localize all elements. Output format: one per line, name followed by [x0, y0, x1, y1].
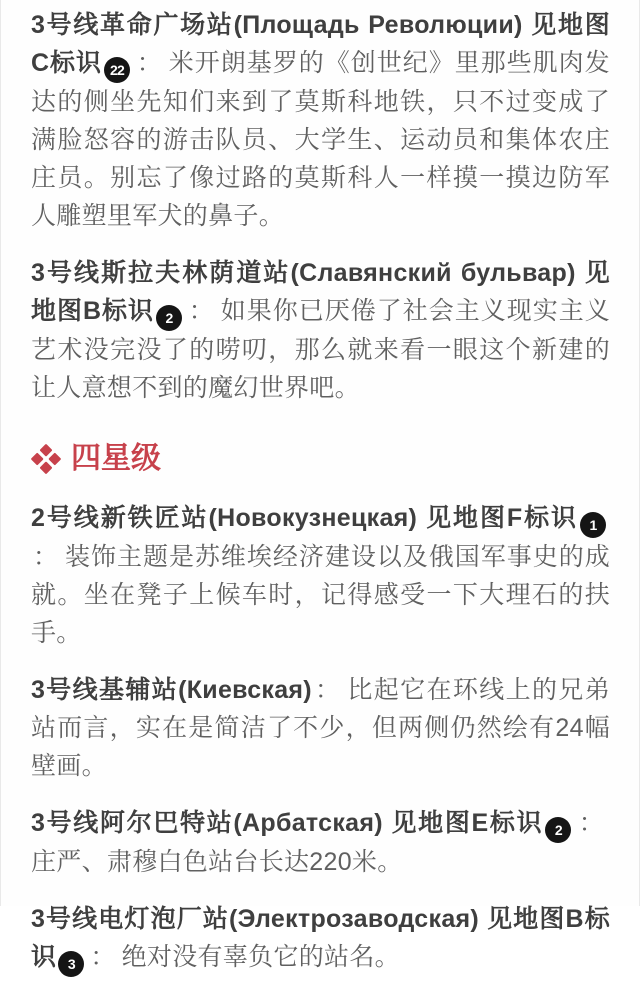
station-name: 3号线电灯泡厂站(Электрозаводская) 见地图B标识 [31, 905, 610, 971]
section-heading-four-star [31, 441, 610, 477]
station-description: 比起它在环线上的兄弟站而言，实在是简洁了不少，但两侧仍然绘有24幅壁画。 [31, 676, 610, 780]
station-paragraph [31, 671, 610, 785]
map-marker-number-badge: 2 [545, 817, 571, 843]
station-name: 2号线新铁匠站(Новокузнецкая) 见地图F标识 [31, 504, 578, 532]
station-description: 绝对没有辜负它的站名。 [121, 943, 400, 971]
map-marker-number-badge: 22 [104, 57, 130, 83]
map-marker-number-badge: 3 [58, 951, 84, 977]
colon-separator: ： [577, 809, 605, 837]
three-star-paragraphs-section [31, 6, 610, 407]
station-paragraph [31, 499, 610, 652]
station-paragraph [31, 900, 610, 977]
colon-separator: ： [188, 297, 215, 325]
station-description: 装饰主题是苏维埃经济建设以及俄国军事史的成就。坐在凳子上候车时，记得感受一下大理石的扶手。 [31, 543, 610, 647]
station-paragraph [31, 804, 610, 881]
map-marker-number-badge: 2 [156, 305, 182, 331]
colon-separator: ： [90, 943, 116, 971]
station-name: 3号线基辅站(Киевская) [31, 676, 312, 704]
section-heading-label: 四星级 [71, 442, 161, 475]
station-paragraph [31, 254, 610, 407]
station-description: 庄严、肃穆白色站台长达220米。 [31, 848, 403, 876]
colon-separator: ： [313, 676, 342, 704]
colon-separator: ： [136, 49, 163, 77]
station-description: 如果你已厌倦了社会主义现实主义艺术没完没了的唠叨，那么就来看一眼这个新建的让人意想不到的魔幻世界吧。 [31, 297, 610, 402]
four-star-paragraphs-section [31, 499, 610, 977]
map-marker-number-badge: 1 [580, 512, 606, 538]
station-name: 3号线阿尔巴特站(Арбатская) 见地图E标识 [31, 809, 544, 837]
four-diamonds-icon [31, 444, 61, 474]
colon-separator: ： [33, 543, 59, 571]
station-name: 3号线斯拉夫林荫道站(Славянский бульвар) 见地图B标识 [31, 259, 610, 325]
station-description: 米开朗基罗的《创世纪》里那些肌肉发达的侧坐先知们来到了莫斯科地铁，只不过变成了满脸怒容的游击队员、大学生、运动员和集体农庄庄员。别忘了像过路的莫斯科人一样摸一摸边防军人雕塑里军犬的鼻子。 [31, 49, 610, 230]
station-paragraph [31, 6, 610, 235]
station-name: 3号线革命广场站(Площадь Революции) 见地图C标识 [31, 11, 610, 77]
